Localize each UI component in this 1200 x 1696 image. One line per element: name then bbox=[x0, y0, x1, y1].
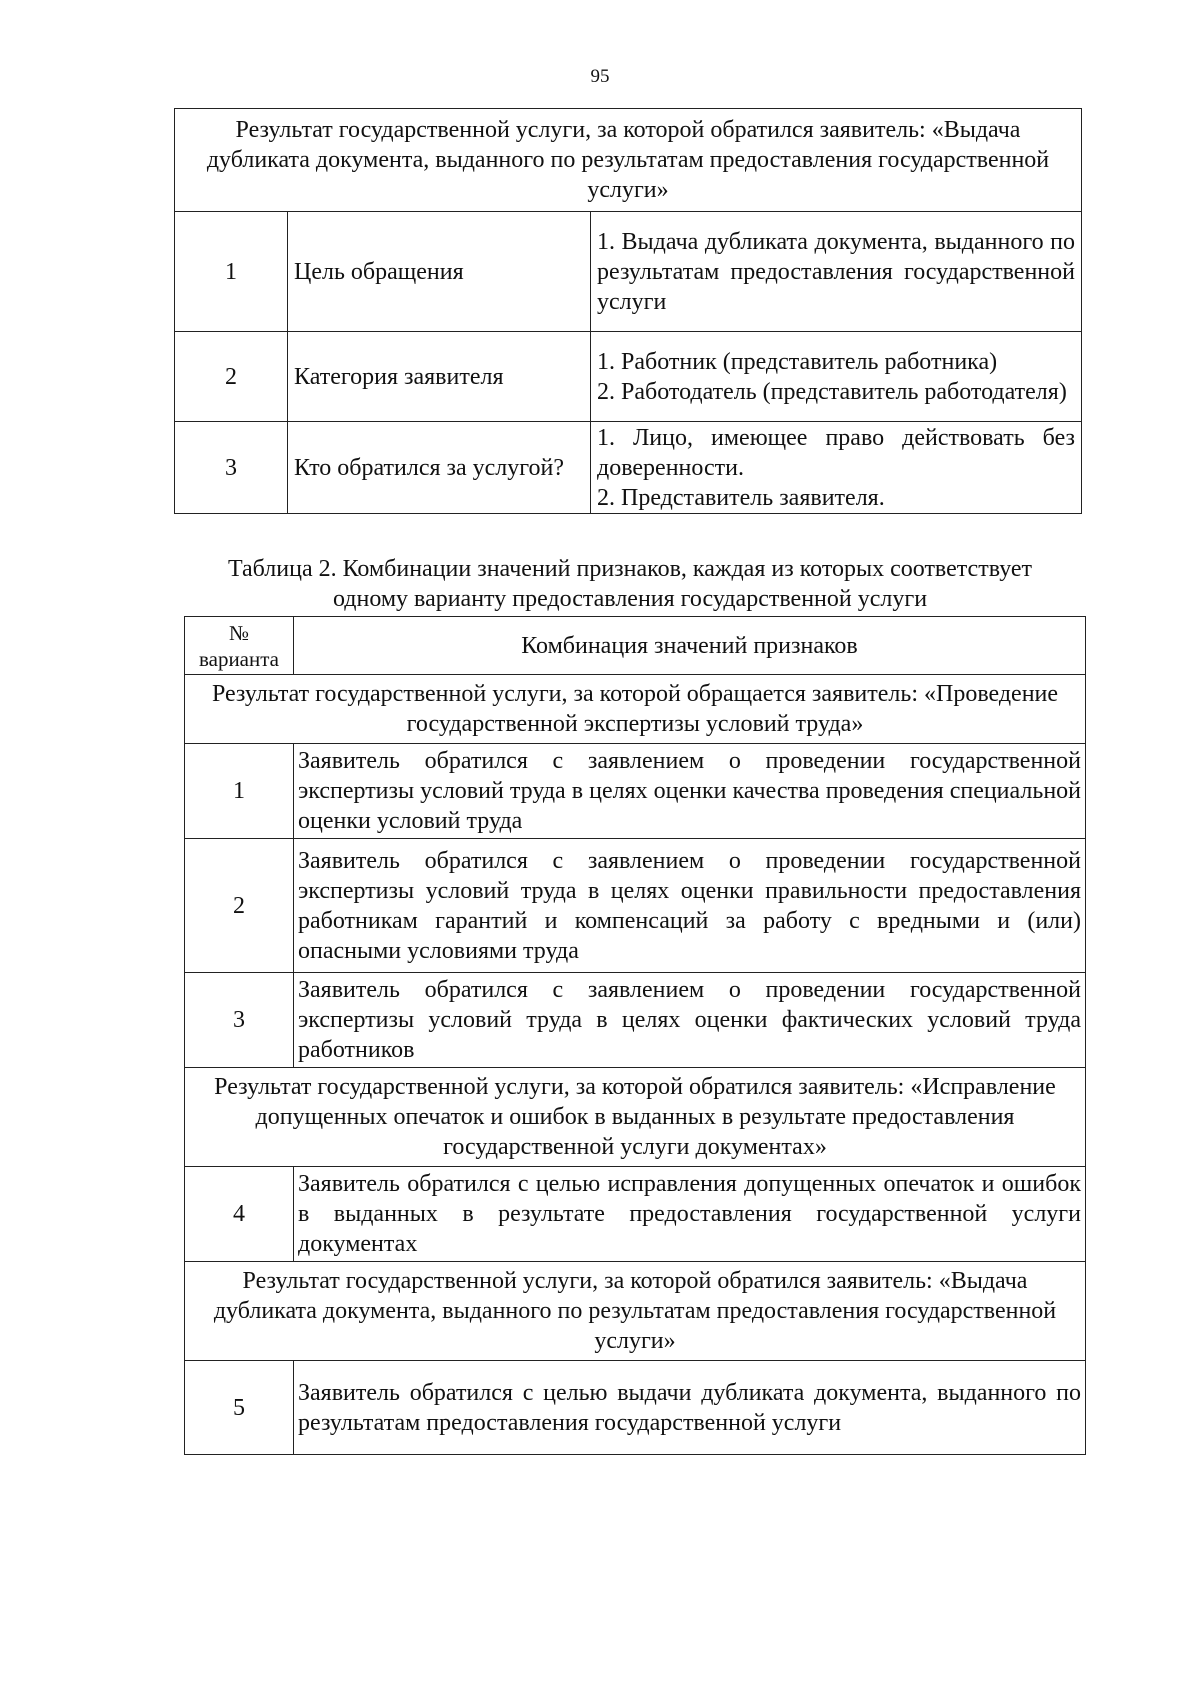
variant-number: 5 bbox=[185, 1361, 294, 1455]
variant-number: 1 bbox=[185, 744, 294, 839]
variant-text: Заявитель обратился с целью исправления допущенных опечаток и ошибок в выданных в результате предоставления государственной услуги документах bbox=[294, 1167, 1086, 1262]
row-number: 1 bbox=[175, 212, 288, 332]
table-caption: Таблица 2. Комбинации значений признаков, каждая из которых соответствует одному варианту предоставления государственной услуги bbox=[227, 556, 1033, 612]
section-title: Результат государственной услуги, за которой обратился заявитель: «Выдача дубликата документа, выданного по результатам предоставления государственной услуги» bbox=[185, 1262, 1086, 1361]
table-header-cell: Результат государственной услуги, за которой обратился заявитель: «Выдача дубликата документа, выданного по результатам предоставления государственной услуги» bbox=[175, 109, 1082, 212]
row-value: 1. Выдача дубликата документа, выданного по результатам предоставления государственной услуги bbox=[591, 212, 1082, 332]
row-number: 3 bbox=[175, 422, 288, 514]
row-value bbox=[591, 332, 1082, 422]
variant-text: Заявитель обратился с заявлением о проведении государственной экспертизы условий труда в целях оценки правильности предоставления работникам гарантий и компенсаций за работу с вредными и (или) опасными условиями труда bbox=[294, 839, 1086, 973]
row-number: 2 bbox=[175, 332, 288, 422]
table-row bbox=[185, 744, 1086, 839]
value-line: 1. Лицо, имеющее право действовать без доверенности. bbox=[597, 424, 1075, 481]
table-row bbox=[185, 1167, 1086, 1262]
row-label: Цель обращения bbox=[288, 212, 591, 332]
value-line: 2. Представитель заявителя. bbox=[597, 484, 885, 511]
section-row bbox=[185, 1262, 1086, 1361]
table-row bbox=[185, 973, 1086, 1068]
variant-text: Заявитель обратился с целью выдачи дубликата документа, выданного по результатам предоставления государственной услуги bbox=[294, 1361, 1086, 1455]
variant-text: Заявитель обратился с заявлением о проведении государственной экспертизы условий труда в целях оценки фактических условий труда работников bbox=[294, 973, 1086, 1068]
table-row bbox=[175, 212, 1082, 332]
section-row bbox=[185, 675, 1086, 744]
variant-number: 2 bbox=[185, 839, 294, 973]
section-title: Результат государственной услуги, за которой обратился заявитель: «Исправление допущенных опечаток и ошибок в выданных в результате предоставления государственной услуги документах» bbox=[185, 1068, 1086, 1167]
row-label: Категория заявителя bbox=[288, 332, 591, 422]
table-row bbox=[185, 1361, 1086, 1455]
column-header-number: № варианта bbox=[185, 617, 294, 675]
table-header-row bbox=[185, 617, 1086, 675]
value-line: 1. Работник (представитель работника) bbox=[597, 348, 998, 375]
variant-number: 3 bbox=[185, 973, 294, 1068]
section-row bbox=[185, 1068, 1086, 1167]
attributes-table bbox=[174, 108, 1082, 514]
page-number: 95 bbox=[590, 66, 610, 87]
row-label: Кто обратился за услугой? bbox=[288, 422, 591, 514]
row-value bbox=[591, 422, 1082, 514]
column-header-combination: Комбинация значений признаков bbox=[294, 617, 1086, 675]
table-row bbox=[175, 332, 1082, 422]
table-header-row bbox=[175, 109, 1082, 212]
variants-table bbox=[184, 616, 1086, 1455]
value-line: 2. Работодатель (представитель работодателя) bbox=[597, 378, 1067, 405]
table-row bbox=[185, 839, 1086, 973]
section-title: Результат государственной услуги, за которой обращается заявитель: «Проведение государственной экспертизы условий труда» bbox=[185, 675, 1086, 744]
table-row bbox=[175, 422, 1082, 514]
variant-number: 4 bbox=[185, 1167, 294, 1262]
variant-text: Заявитель обратился с заявлением о проведении государственной экспертизы условий труда в целях оценки качества проведения специальной оценки условий труда bbox=[294, 744, 1086, 839]
